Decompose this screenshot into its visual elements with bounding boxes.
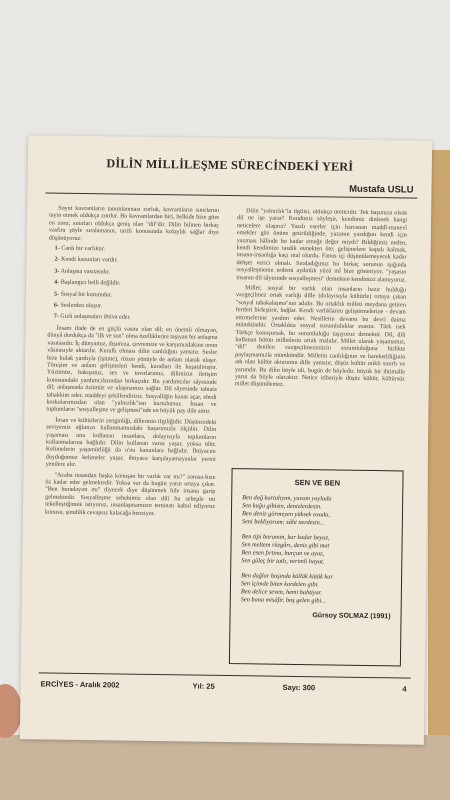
poem-line: Ben delice seven, hemi bahtiyar. <box>240 588 323 597</box>
poem-author: Gürsoy SOLMAZ (1991) <box>312 612 391 621</box>
right-paragraph-2: Millet; sosyal bir varlık olan insanların hazır bulduğu vazgeçilmez ortak varlığı dille (dolayısıyla kültürle) ortaya çıkan "sosyal tabakalaşma"nın adıdır. Bu ortaklık milleti meydana getiren fertleri birleştirir, bağlar. Kendi varlıklarını geliştirmelerine - devam ettirmelerine yardım eder. Nesillerin devamı bu devri daima mümkündür. Ortaklıkta sosyal sorumluluklar esastır. Türk isek Türkçe konuşursak, bu sorumluluğu taşıyoruz demektir. Dil, dili kullanan bütün milletlerin ortak malıdır. Millet olarak yaşamamız, "dil" denilen vazgeçilmezimizin sorumluluğuna birlikte paylaşmamızla mümkündür. Milletin canlılığının ve hareketliliğinin adı olan kültür aktarımın dille yansıtır, düşüz kültür mikli sınırlı ve yarımdır. Bu dilin böyle idi, bugün de böyledir, büyük bir ihtimalle yarın da böyle olacaktır. Netice itibariyle düşüz kültür, kültürsüz millet düşünülemez. <box>234 285 407 389</box>
magazine-page <box>20 135 432 745</box>
poem-line: Ben tipi boranım, kar kadar beyaz, <box>241 533 330 542</box>
poem-stanza <box>241 572 391 606</box>
left-column <box>43 206 219 666</box>
adjacent-magazine-edge <box>428 150 450 750</box>
poem-line: Ben dağ kartalıyım, yuvam yaylada <box>242 494 332 503</box>
list-item: 3- Anlaşma vasıtasıdır. <box>54 268 111 276</box>
poem-stanza <box>241 533 391 567</box>
footer-year: Yıl: 25 <box>192 681 215 691</box>
list-item: 7- Gizli anlaşmaları ihtiva eder. <box>53 314 131 322</box>
footer-divider <box>39 672 411 678</box>
poem-stanza <box>242 494 392 528</box>
poem-line: Ben dağlar başında küllük kütük kar <box>241 572 333 581</box>
right-paragraph-1: Dilin "yalnızlık"la ilgilisi, oldukça üreticidir. Tek başımıza olsak dil ne işe yarar? Kendimiz söyleşir, kendimiz dinlesek hangi neticelere ulaşırız? Yazılı eserler için harcanan maddî-manevî emekler göz önüne getirildiğinde, yazanın yazdığını kendi için yazması hâlinde bu kadar emeğe değer miydi? Bildiğimiz neden, kendi kendimize tasdik etmekten öte; gelişmelere kapalı kalmak, insana-insanlığa kaçı mal olurdu. Fanus içi düşünülemeyecek kadar dehşet verici olmalı. Sıraladığımız bu birkaç sorunun işığında sosyalleşmenin erdemi aydınlık yüzü mî bize gösteriyor, "yaşasın insanın dil sâyesinde sosyalleşmesi" demekten kendimizi alamıyoruz. <box>236 208 408 284</box>
poem-line: Sen içimde biten kardelen gibi. <box>240 580 319 589</box>
poem-line: Sen meltem rüzgârı, deniz gibi mat <box>241 541 330 550</box>
article-author: Mustafa USLU <box>349 183 414 196</box>
poem-line: Ben deniz görmeyen yüksek ovada, <box>241 510 330 519</box>
holding-finger <box>0 684 22 738</box>
list-item: 5- Sosyal bir kurumdur. <box>53 291 112 299</box>
left-paragraph-2: İnsanı ifade de en güçlü vasıta olan dil; en önemli olmayan, dünyâ durdukça da "ilk ve son" olma özelliklerini taşıyan bir anlaşma vasıtasıdır. İç dünyamız, dışımıza, çevremize ve karşımızdakine onun vâsıtasıyle aktarılır. Kurallı olması dilin canlılığını yansıtır. Sesler bize kulak yardıyla (işitme), rüzun yönüyle de anlam olarak ulaşır. Türeşim ve anlam gelişmeleri kendi, kuralları ile kuşatılmıştır. Yüzümüz, bakışımız, ses ve tavırlarımız, dilimizin iletişim konusundaki yardımcılarından birkaçıdır. Bu yardımcılar sâyesinde dil; anlaşmada özümüz ve ulaşmamızı sağlar. Dil sâyesinde tabiata tahakkim eder, maddeyi şekillendiririz. Sosyalliğin kanat açar, ebedi korkularımızdan olan "yalnızlık"tan kurtulursuz. İnsan ve toplumların "sosyalleşme ve gelişmesi"nde en büyük pay dile aittir. <box>46 325 218 416</box>
list-item: 4- Başlangıcı belli değildir. <box>54 279 121 287</box>
right-column <box>234 208 408 462</box>
footer-issue: Sayı: 300 <box>282 682 316 693</box>
poem-box <box>229 468 404 666</box>
left-paragraph-3: İnsan ve kültürlerin zenginliği, dillerinin ifgiliğidir. Düşüncedeki seviyemiz ağlımızı kullanmamızdaki başarımızla ölçülür. Dilin yaşaması onu kullanan insanlara, dolayısıyla toplumların kullanmalarına bağlıdır. Dilin kullanan varsa yaşar, yoksa ölür. Kelimelerin yaşamürlüğü da o'nu kanunlara bağlıdır. İhtiyacını duyduğumuz kelimeler yaşar, ihtiyaca karşılayamayanlar yerini yenilere alır. <box>45 417 217 469</box>
list-item: 1- Canlı bir varlıktır. <box>54 245 106 253</box>
left-paragraph-4: "Acaba insandan başka konuşan bir varlık var mı?" sorusu-bize öz kadar eder gelmektedir. Yoksa var da bugün yarın ortaya çıkar. "Ben buradayım mı" diyecek diye düşünmek bile insana garip gelmektedir. Sosyalleşme sebebimiz olan dili bu sebeple mi tekelleştiğimek istiyoruz, insanlaşmamızın teminatı kabul ediyoruz konusu, şimdilik cevapsız kalacağa benziyor. <box>44 472 216 517</box>
dil-vasiflari-list <box>54 246 219 324</box>
table-surface <box>0 735 450 800</box>
list-item: 2- Kendi kanunları vardır. <box>54 257 118 264</box>
list-item: 6- Seslerden oluşur. <box>53 302 103 310</box>
footer-page-number: 4 <box>402 684 407 694</box>
article-title: DİLİN MİLLİLEŞME SÜRECİNDEKİ YERİ <box>106 156 354 174</box>
footer-publication: ERCİYES - Aralık 2002 <box>40 679 120 690</box>
poem-line: Sen bana misâfir, boş gelen gibi... <box>240 596 326 605</box>
poem-line: Seni bekliyorum; sâhi nerdesin... <box>241 518 325 527</box>
left-intro-paragraph: Soyut kavramların tanımlanması zorluk, kavramların sınırlarını tayin etmek oldukça zordur. Bu kavramlardan biri, belkide bize göre en zoru; sınırları oldukça geniş olan "dil"dir. Dilin bilinen birkaç vasfını şöyle sıralamanın, tarifi konusunda kolaylık sağlar diye düşünüyoruz: <box>48 205 220 242</box>
poem-title: SEN VE BEN <box>294 477 341 488</box>
poem-line: Ben esen fırtına, burçun ve ayaz, <box>241 549 325 558</box>
poem-line: Sen kuğu gibisin, denizlerdesin. <box>242 502 322 511</box>
poem-line: Sen güleç bir tatlı, verimli hayat. <box>241 557 325 566</box>
